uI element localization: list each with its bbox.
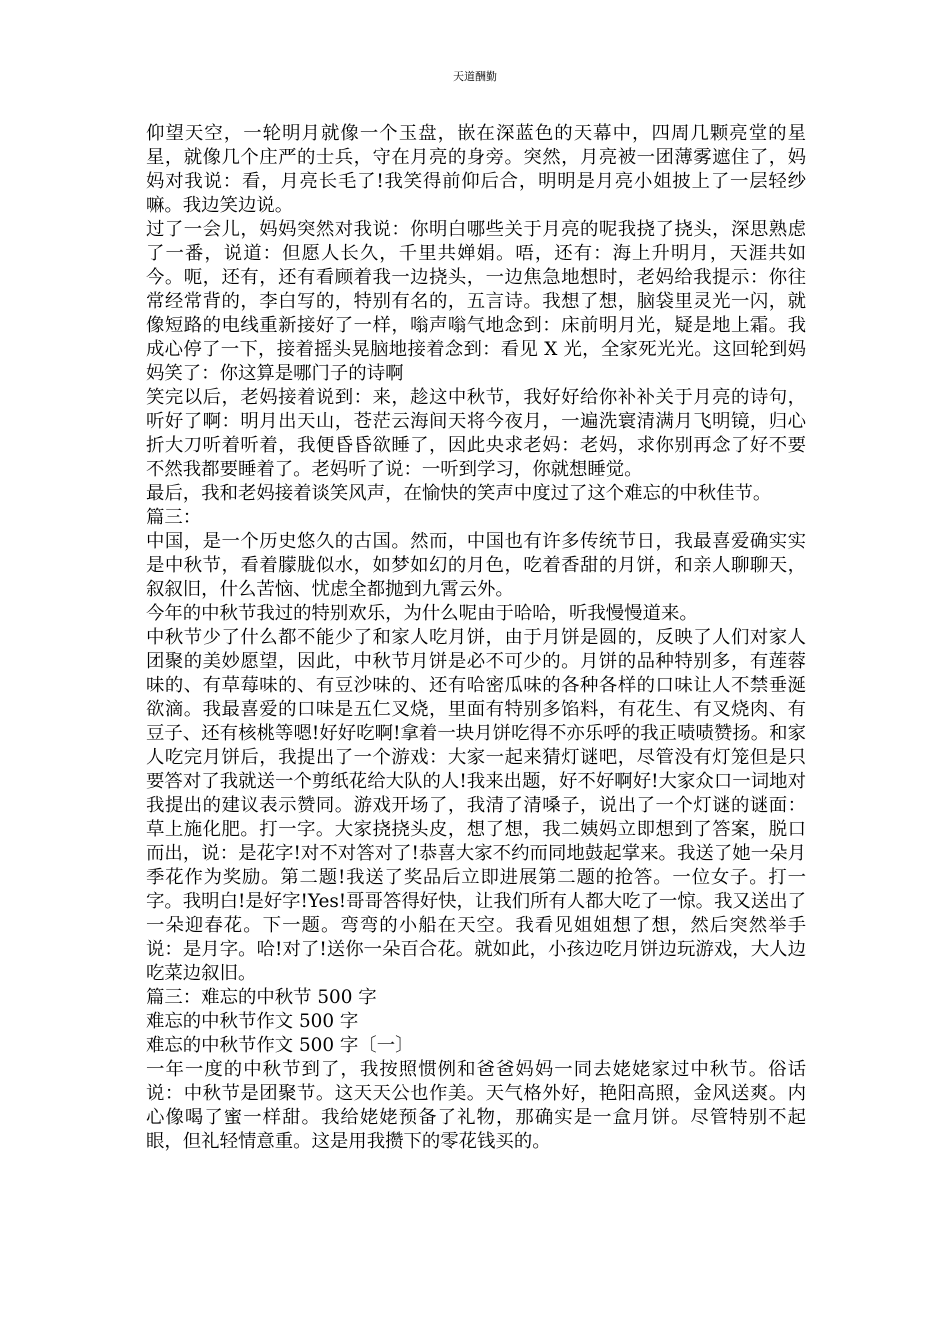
section-heading: 篇三： <box>146 507 202 528</box>
document-body <box>146 122 806 1154</box>
paragraph: 一年一度的中秋节到了，我按照惯例和爸爸妈妈一同去姥姥家过中秋节。俗话说：中秋节是团聚节。这天天公也作美。天气格外好，艳阳高照，金风送爽。内心像喝了蜜一样甜。我给姥姥预备了礼物，那确实是一盒月饼。尽管特别不起眼，但礼轻情意重。这是用我攒下的零花钱买的。 <box>146 1059 806 1152</box>
essay-subtitle: 难忘的中秋节作文 500 字〔一〕 <box>146 1035 414 1056</box>
paragraph: 中秋节少了什么都不能少了和家人吃月饼，由于月饼是圆的，反映了人们对家人团聚的美妙愿望，因此，中秋节月饼是必不可少的。月饼的品种特别多，有莲蓉味的、有草莓味的、有豆沙味的、还有哈密瓜味的各种各样的口味让人不禁垂涎欲滴。我最喜爱的口味是五仁叉烧，里面有特别多馅料，有花生、有叉烧肉、有豆子、还有核桃等嗯!好好吃啊!拿着一块月饼吃得不亦乐呼的我正啧啧赞扬。和家人吃完月饼后，我提出了一个游戏：大家一起来猜灯谜吧，尽管没有灯笼但是只要答对了我就送一个剪纸花给大队的人!我来出题，好不好啊好!大家众口一词地对我提出的建议表示赞同。游戏开场了，我清了清嗓子，说出了一个灯谜的谜面：草上施化肥。打一字。大家挠挠头皮，想了想，我二姨妈立即想到了答案，脱口而出，说：是花字!对不对答对了!恭喜大家不约而同地鼓起掌来。我送了她一朵月季花作为奖励。第二题!我送了奖品后立即进展第二题的抢答。一位女子。打一字。我明白!是好字!Yes!哥哥答得好快，让我们所有人都大吃了一惊。我又送出了一朵迎春花。下一题。弯弯的小船在天空。我看见姐姐想了想，然后突然举手说：是月字。哈!对了!送你一朵百合花。就如此，小孩边吃月饼边玩游戏，大人边吃菜边叙旧。 <box>146 627 806 984</box>
page-header: 天道酬勤 <box>453 70 497 83</box>
paragraph: 笑完以后，老妈接着说到：来，趁这中秋节，我好好给你补补关于月亮的诗句，听好了啊：明月出天山，苍茫云海间天将今夜月，一遍洗寰清满月飞明镜，归心折大刀听着听着，我便昏昏欲睡了，因此央求老妈：老妈，求你别再念了好不要不然我都要睡着了。老妈听了说：一听到学习，你就想睡觉。 <box>146 387 806 480</box>
paragraph: 仰望天空，一轮明月就像一个玉盘，嵌在深蓝色的天幕中，四周几颗亮堂的星星，就像几个庄严的士兵，守在月亮的身旁。突然，月亮被一团薄雾遮住了，妈妈对我说：看，月亮长毛了!我笑得前仰后合，明明是月亮小姐披上了一层轻纱嘛。我边笑边说。 <box>146 123 806 216</box>
paragraph: 过了一会儿，妈妈突然对我说：你明白哪些关于月亮的呢我挠了挠头，深思熟虑了一番，说道：但愿人长久，千里共婵娟。唔，还有：海上升明月，天涯共如今。呃，还有，还有看顾着我一边挠头，一边焦急地想时，老妈给我提示：你往常经常背的，李白写的，特别有名的，五言诗。我想了想，脑袋里灵光一闪，就像短路的电线重新接好了一样，嗡声嗡气地念到：床前明月光，疑是地上霜。我成心停了一下，接着摇头晃脑地接着念到：看见 X 光，全家死光光。这回轮到妈妈笑了：你这算是哪门子的诗啊 <box>146 219 806 384</box>
paragraph: 中国，是一个历史悠久的古国。然而，中国也有许多传统节日，我最喜爱确实实是中秋节，看着朦胧似水，如梦如幻的月色，吃着香甜的月饼，和亲人聊聊天，叙叙旧，什么苦恼、忧虑全都抛到九霄云外。 <box>146 531 806 600</box>
section-heading: 篇三：难忘的中秋节 500 字 <box>146 987 377 1008</box>
paragraph: 最后，我和老妈接着谈笑风声，在愉快的笑声中度过了这个难忘的中秋佳节。 <box>146 483 772 504</box>
paragraph: 今年的中秋节我过的特别欢乐，为什么呢由于哈哈，听我慢慢道来。 <box>146 603 698 624</box>
essay-title: 难忘的中秋节作文 500 字 <box>146 1011 359 1032</box>
